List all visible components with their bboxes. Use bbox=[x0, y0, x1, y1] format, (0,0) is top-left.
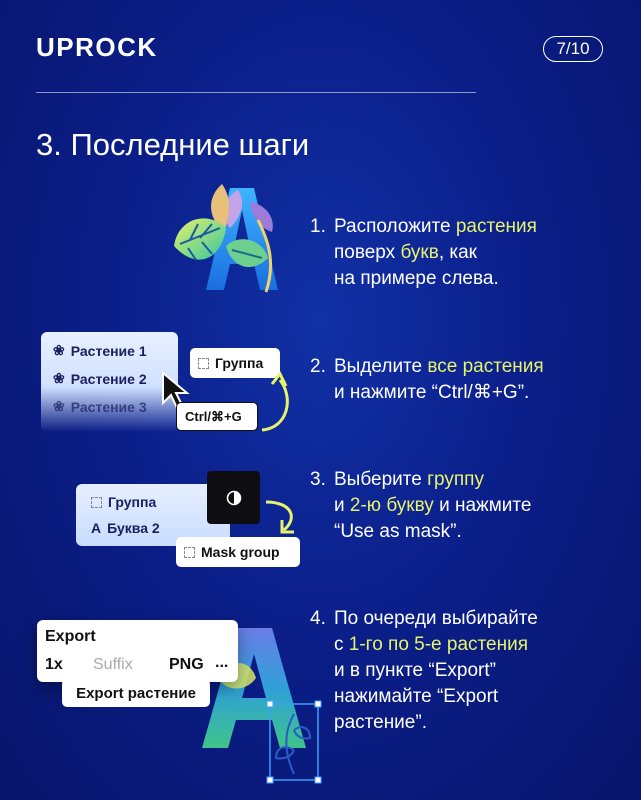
step-text: По очереди выбирайте bbox=[334, 608, 538, 629]
curved-arrow-icon bbox=[258, 368, 298, 438]
step-highlight: все растения bbox=[427, 356, 544, 377]
group-icon bbox=[198, 358, 209, 369]
step-text: “Use as mask”. bbox=[334, 521, 462, 542]
layer-label: Растение 2 bbox=[70, 370, 147, 387]
curved-arrow-icon bbox=[262, 498, 302, 538]
header-divider bbox=[36, 92, 476, 93]
step-1 bbox=[310, 214, 537, 292]
step-text: на примере слева. bbox=[334, 268, 499, 289]
step-number: 3. bbox=[310, 469, 326, 490]
step-text: , как bbox=[438, 242, 477, 263]
plant-letter-illustration bbox=[168, 180, 288, 300]
more-options-icon[interactable]: ... bbox=[215, 654, 229, 671]
step-text: и нажмите bbox=[433, 495, 532, 516]
layer-item-letter[interactable] bbox=[91, 520, 160, 536]
layer-item-group[interactable] bbox=[91, 494, 156, 510]
export-scale[interactable]: 1x bbox=[45, 656, 63, 673]
step-text: Расположите bbox=[334, 216, 456, 237]
export-format-select[interactable]: PNG bbox=[169, 656, 204, 673]
group-icon bbox=[184, 547, 195, 558]
step-text: нажимайте “Export bbox=[334, 686, 499, 707]
page-indicator: 7/10 bbox=[543, 36, 603, 62]
step-highlight: группу bbox=[427, 469, 484, 490]
mask-icon bbox=[226, 490, 242, 506]
step-highlight: букв bbox=[400, 242, 439, 263]
plant-icon: ❀ bbox=[53, 398, 65, 414]
mask-toggle[interactable] bbox=[207, 471, 260, 524]
group-icon bbox=[91, 497, 102, 508]
step-highlight: 1-го по 5-е растения bbox=[348, 634, 528, 655]
step-highlight: 2-ю букву bbox=[349, 495, 434, 516]
export-title: Export bbox=[45, 628, 96, 645]
export-button[interactable]: Export растение bbox=[62, 679, 210, 707]
step-3 bbox=[310, 467, 531, 545]
layer-item[interactable] bbox=[53, 370, 147, 387]
layer-item[interactable] bbox=[53, 342, 147, 359]
shortcut-chip: Ctrl/⌘+G bbox=[176, 402, 258, 431]
plant-icon: ❀ bbox=[53, 342, 65, 358]
step-text: и в пункте “Export” bbox=[334, 660, 496, 681]
uprock-logo: UPROCK bbox=[36, 32, 158, 62]
step-number: 2. bbox=[310, 356, 326, 377]
step-text: и bbox=[334, 495, 350, 516]
layer-label: Растение 1 bbox=[70, 342, 147, 359]
layer-label: Группа bbox=[108, 494, 157, 510]
step-number: 4. bbox=[310, 608, 326, 629]
layer-item[interactable] bbox=[53, 398, 147, 415]
step-text: растение”. bbox=[334, 712, 427, 733]
layer-label: Растение 3 bbox=[70, 398, 147, 415]
layer-label: Буква 2 bbox=[107, 520, 160, 536]
step-text: Выделите bbox=[334, 356, 428, 377]
plant-icon: ❀ bbox=[53, 370, 65, 386]
step-text: поверх bbox=[334, 242, 401, 263]
step-text: Выберите bbox=[334, 469, 428, 490]
step-text: и нажмите “Ctrl/⌘+G”. bbox=[334, 382, 530, 403]
step-highlight: растения bbox=[455, 216, 537, 237]
text-layer-icon: A bbox=[91, 520, 102, 536]
step-number: 1. bbox=[310, 216, 326, 237]
step-4 bbox=[310, 606, 538, 736]
page-title: 3. Последние шаги bbox=[36, 127, 310, 162]
layers-panel bbox=[41, 332, 178, 432]
export-panel bbox=[37, 620, 238, 682]
mask-group-button[interactable] bbox=[176, 537, 300, 567]
export-suffix-input[interactable]: Suffix bbox=[93, 656, 133, 673]
mask-group-label: Mask group bbox=[201, 544, 280, 560]
step-text: с bbox=[334, 634, 349, 655]
step-2 bbox=[310, 354, 544, 406]
group-label: Группа bbox=[215, 355, 264, 371]
